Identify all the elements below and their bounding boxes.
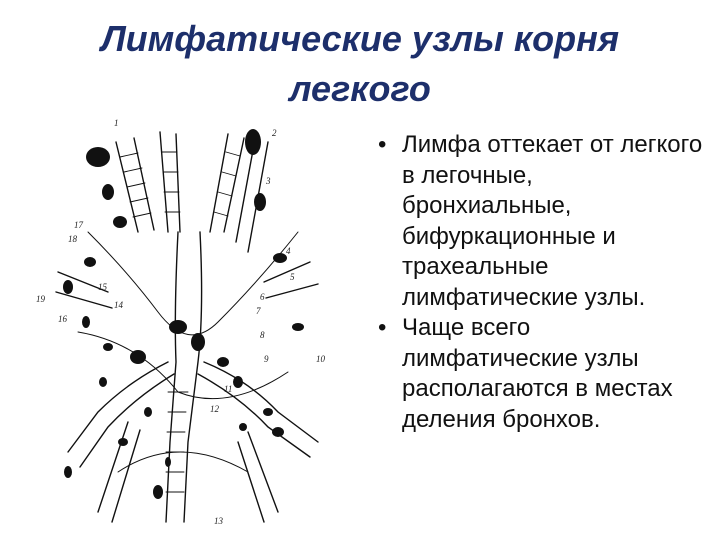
figure-label-15: 15 bbox=[98, 282, 107, 292]
lymph-node bbox=[217, 357, 229, 367]
lymph-node bbox=[99, 377, 107, 387]
figure-label-18: 18 bbox=[68, 234, 77, 244]
lymph-node bbox=[64, 466, 72, 478]
lymph-node bbox=[233, 376, 243, 388]
lymph-node bbox=[245, 129, 261, 155]
lymph-node bbox=[263, 408, 273, 416]
figure-label-16: 16 bbox=[58, 314, 67, 324]
lymph-node bbox=[254, 193, 266, 211]
lymph-node bbox=[103, 343, 113, 351]
lymph-node bbox=[191, 333, 205, 351]
lymph-node bbox=[292, 323, 304, 331]
vessel-top-mid bbox=[160, 132, 180, 232]
figure-label-12: 12 bbox=[210, 404, 219, 414]
lower-branch-left bbox=[98, 422, 140, 522]
bullet-text: Лимфа оттекает от легкого в легочные, бронхиальные, бифуркационные и трахеальные лимфатические узлы. bbox=[402, 131, 703, 311]
figure-label-6: 6 bbox=[260, 292, 265, 302]
bullet-list bbox=[378, 130, 708, 435]
lymph-node bbox=[102, 184, 114, 200]
figure-label-5: 5 bbox=[290, 272, 295, 282]
lymph-node bbox=[130, 350, 146, 364]
bullet-item bbox=[378, 130, 708, 313]
figure-label-13: 13 bbox=[214, 516, 223, 526]
title-line-2: легкого bbox=[289, 68, 431, 109]
vessel-top-right bbox=[210, 134, 244, 232]
trachea-right-wall bbox=[184, 232, 202, 522]
figure-label-7: 7 bbox=[256, 306, 261, 316]
figure-label-17: 17 bbox=[74, 220, 83, 230]
slide-title bbox=[40, 14, 680, 114]
bullet-marker: • bbox=[378, 131, 387, 158]
lymph-node bbox=[86, 147, 110, 167]
bronchus-left bbox=[68, 362, 174, 467]
trachea bbox=[166, 232, 178, 522]
lymph-node bbox=[144, 407, 152, 417]
bullet-text: Чаще всего лимфатические узлы располагаются в местах деления бронхов. bbox=[402, 314, 673, 433]
lymph-nodes-illustration bbox=[28, 112, 348, 540]
figure-label-2: 2 bbox=[272, 128, 277, 138]
figure-label-1: 1 bbox=[114, 118, 119, 128]
lymph-node bbox=[273, 253, 287, 263]
lymph-lines bbox=[78, 232, 298, 472]
figure-label-11: 11 bbox=[224, 384, 233, 394]
lymph-node bbox=[82, 316, 90, 328]
lower-branch-right bbox=[238, 432, 278, 522]
lymph-node bbox=[113, 216, 127, 228]
figure-label-9: 9 bbox=[264, 354, 269, 364]
figure-label-19: 19 bbox=[36, 294, 45, 304]
bullet-marker: • bbox=[378, 314, 387, 341]
title-line-1: Лимфатические узлы корня bbox=[100, 18, 620, 59]
lymph-node bbox=[118, 438, 128, 446]
figure-label-3: 3 bbox=[266, 176, 271, 186]
lymph-node bbox=[169, 320, 187, 334]
figure-label-14: 14 bbox=[114, 300, 123, 310]
figure-label-4: 4 bbox=[286, 246, 291, 256]
lymph-node bbox=[239, 423, 247, 431]
lymph-node bbox=[153, 485, 163, 499]
figure-label-10: 10 bbox=[316, 354, 325, 364]
lymph-node bbox=[272, 427, 284, 437]
bullet-item bbox=[378, 313, 708, 435]
figure-label-8: 8 bbox=[260, 330, 265, 340]
lymph-node bbox=[63, 280, 73, 294]
lymph-node bbox=[84, 257, 96, 267]
lymph-node bbox=[165, 457, 171, 467]
